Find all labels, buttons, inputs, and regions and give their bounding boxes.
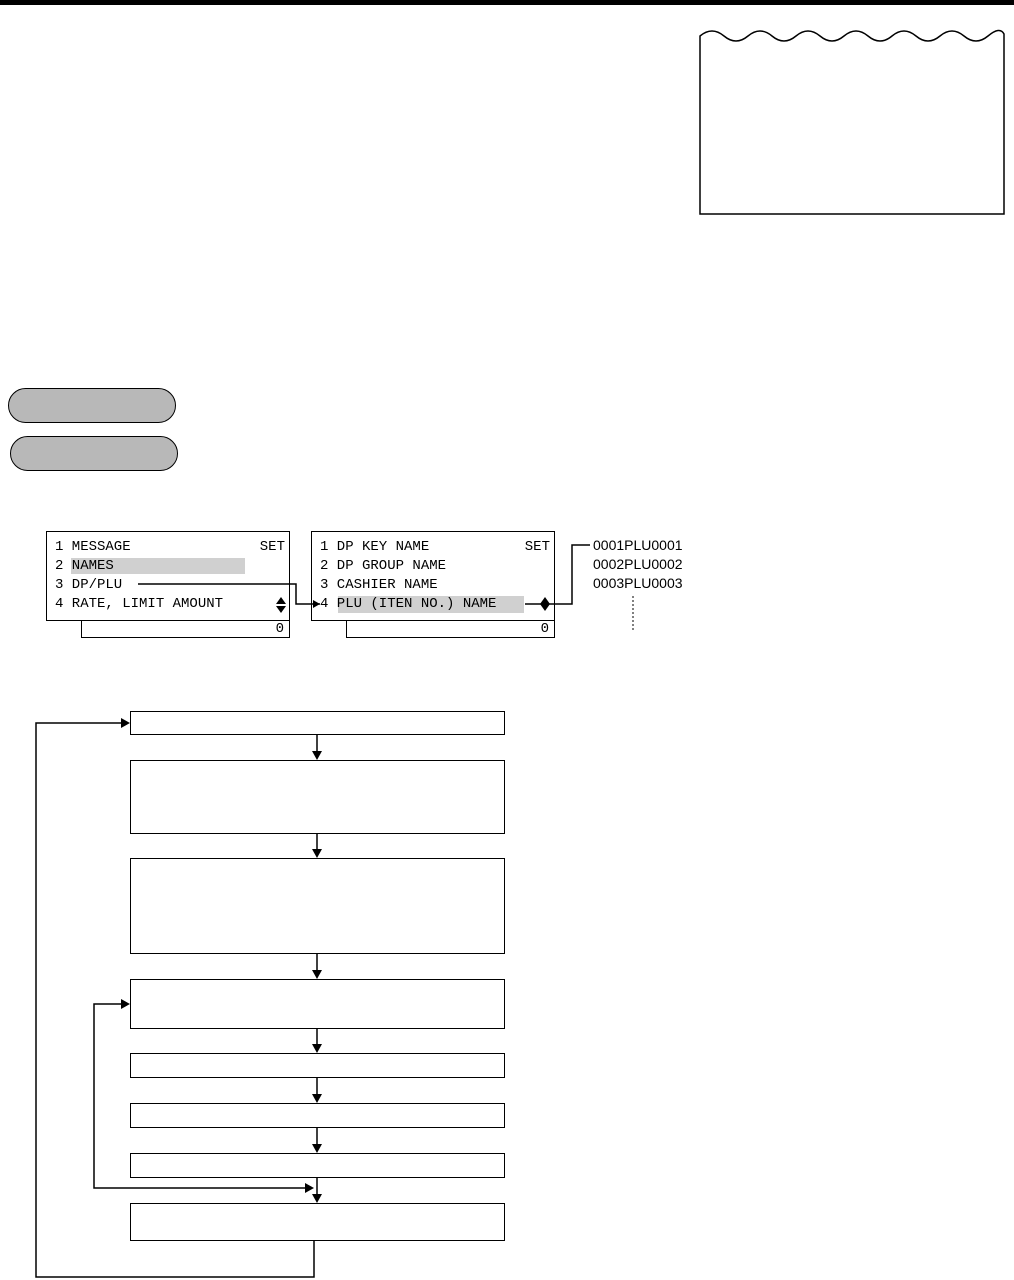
menu-item-cashier-name[interactable]: 3 CASHIER NAME: [320, 577, 438, 593]
menu-item-dp-group-name[interactable]: 2 DP GROUP NAME: [320, 558, 447, 574]
plu-entry: 0001PLU0001: [593, 537, 683, 553]
menu-item-dp-key-name[interactable]: 1 DP KEY NAME: [320, 539, 430, 555]
menu-item-rate-limit[interactable]: 4 RATE, LIMIT AMOUNT: [55, 596, 224, 612]
menu-item-message[interactable]: 1 MESSAGE: [55, 539, 131, 555]
set-label: SET: [524, 539, 550, 555]
menu-item-plu-name[interactable]: 4 PLU (ITEN NO.) NAME: [320, 596, 497, 612]
set-label: SET: [259, 539, 285, 555]
menu-item-dp-plu[interactable]: 3 DP/PLU: [55, 577, 123, 593]
flowchart-arrows: [0, 690, 520, 1280]
plu-entry: 0002PLU0002: [593, 556, 683, 572]
status-value-2: 0: [540, 621, 549, 637]
menu-item-names[interactable]: 2 NAMES: [55, 558, 114, 574]
status-value-1: 0: [275, 621, 284, 637]
plu-entry: 0003PLU0003: [593, 575, 683, 591]
